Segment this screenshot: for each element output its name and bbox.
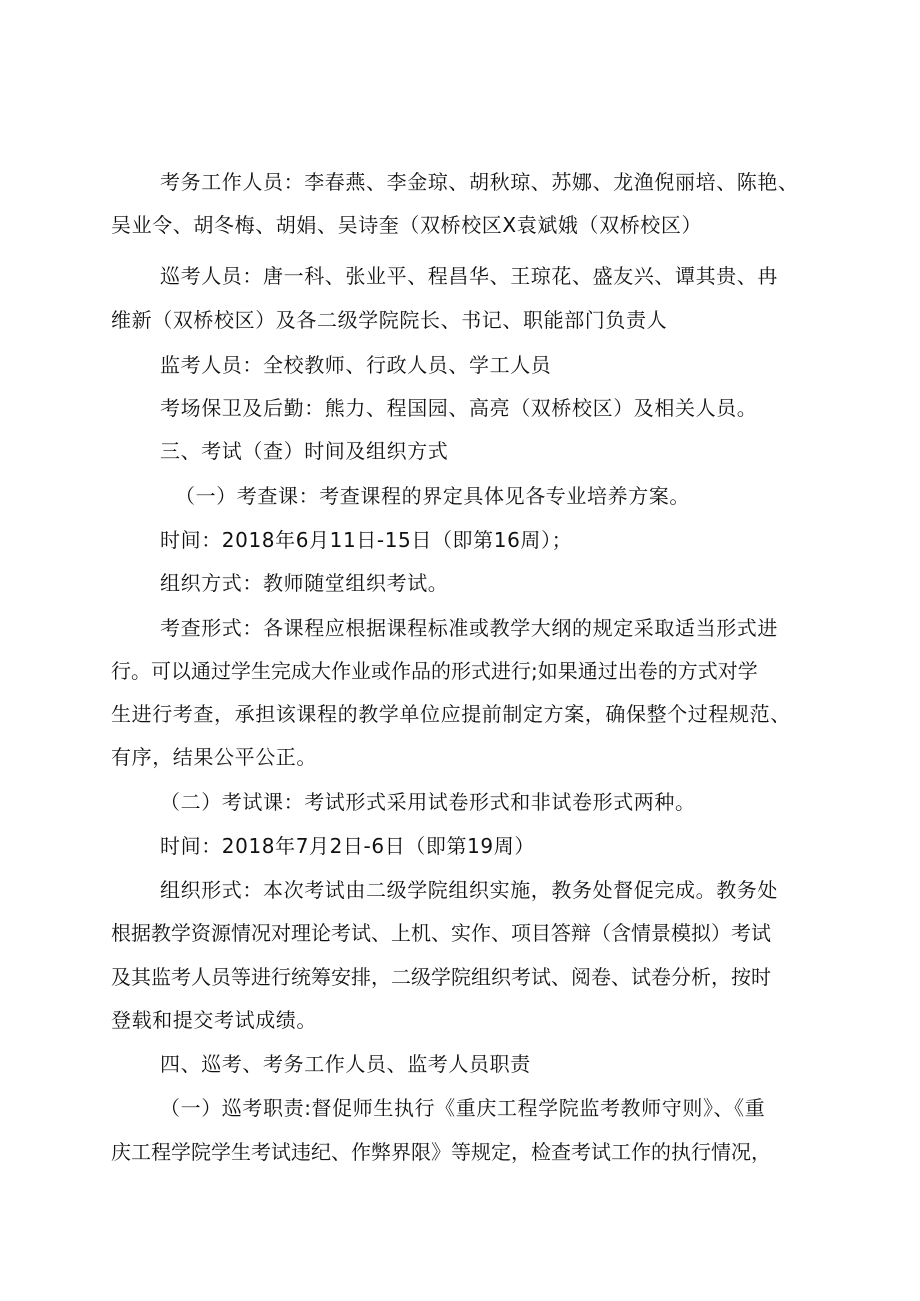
- subheading-exam-course: （二）考试课：考试形式采用试卷形式和非试卷形式两种。: [160, 790, 696, 814]
- text-line-check-form-cont2: 生进行考查，承担该课程的教学单位应提前制定方案，确保整个过程规范、: [111, 702, 791, 726]
- text-line-check-form: 考查形式：各课程应根据课程标准或教学大纲的规定采取适当形式进: [160, 616, 778, 640]
- text-line-security: 考场保卫及后勤：熊力、程国园、高亮（双桥校区）及相关人员。: [160, 396, 758, 420]
- section-heading-3: 三、考试（查）时间及组织方式: [160, 439, 449, 463]
- text-line-staff: 考务工作人员：李春燕、李金琼、胡秋琼、苏娜、龙渔倪丽培、陈艳、: [160, 170, 799, 194]
- text-line-org-form-cont3: 登载和提交考试成绩。: [111, 1008, 317, 1032]
- subheading-check-course: （一）考查课：考查课程的界定具体见各专业培养方案。: [175, 484, 690, 508]
- text-line-time-2: 时间：2018年7月2日-6日（即第19周）: [160, 834, 535, 858]
- text-line-time-1: 时间：2018年6月11日-15日（即第16周）；: [160, 528, 573, 552]
- text-line-inspectors: 巡考人员：唐一科、张业平、程昌华、王琼花、盛友兴、谭其贵、冉: [160, 264, 778, 288]
- section-heading-4: 四、巡考、考务工作人员、监考人员职责: [160, 1052, 531, 1076]
- text-line-proctors: 监考人员：全校教师、行政人员、学工人员: [160, 353, 552, 377]
- text-line-org-form-cont2: 及其监考人员等进行统筹安排，二级学院组织考试、阅卷、试卷分析，按时: [111, 965, 771, 989]
- subheading-inspection-duty: （一）巡考职责:督促师生执行《重庆工程学院监考教师守则》、《重: [160, 1096, 766, 1120]
- text-line-org-form: 组织形式：本次考试由二级学院组织实施，教务处督促完成。教务处: [160, 878, 778, 902]
- text-line-check-form-cont1: 行。可以通过学生完成大作业或作品的形式进行;如果通过出卷的方式对学: [111, 659, 758, 683]
- text-line-inspection-duty-cont: 庆工程学院学生考试违纪、作弊界限》等规定，检查考试工作的执行情况，: [111, 1140, 771, 1164]
- text-line-staff-cont: 吴业令、胡冬梅、胡娟、吴诗奎（双桥校区X袁斌娥（双桥校区）: [111, 213, 703, 237]
- text-line-org-form-cont1: 根据教学资源情况对理论考试、上机、实作、项目答辩（含情景模拟）考试: [111, 921, 771, 945]
- text-line-check-form-cont3: 有序，结果公平公正。: [111, 745, 317, 769]
- text-line-org-method: 组织方式：教师随堂组织考试。: [160, 571, 449, 595]
- text-line-inspectors-cont: 维新（双桥校区）及各二级学院院长、书记、职能部门负责人: [111, 308, 668, 332]
